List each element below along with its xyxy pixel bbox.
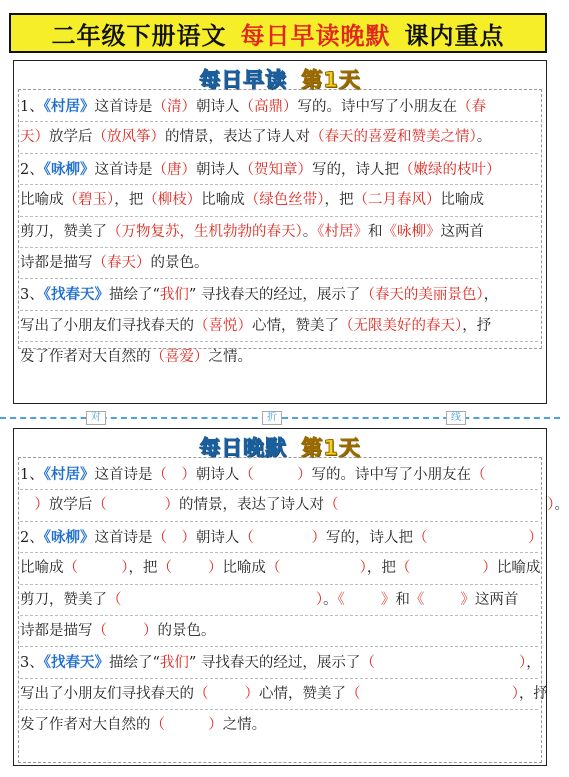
- morning-text-line: [20, 279, 538, 310]
- text-segment: 这首诗是: [94, 99, 153, 115]
- answer-text: （柳枝）: [143, 192, 202, 209]
- answer-text: （万物复苏，生机勃勃的春天）: [107, 223, 303, 240]
- answer-text: （: [92, 622, 107, 639]
- poem-title: 《村居》: [43, 98, 95, 115]
- text-segment: 。: [323, 591, 338, 608]
- text-segment: 比喻成: [222, 560, 266, 577]
- answer-text: （: [471, 467, 486, 483]
- answer-text: （绿色丝带）: [244, 192, 325, 209]
- answer-text: ）: [121, 560, 129, 577]
- answer-text: （二月春风）: [353, 192, 441, 209]
- text-segment: ，把: [128, 560, 158, 577]
- answer-text: 》: [460, 591, 475, 608]
- text-segment: 。: [554, 497, 569, 514]
- header-grade-subject: 二年级下册语文: [51, 20, 227, 50]
- answer-text: ）: [311, 529, 326, 546]
- morning-reading-card: [13, 60, 547, 404]
- answer-text: ）: [518, 655, 527, 672]
- text-segment: 1、: [20, 467, 44, 483]
- evening-text-line: [20, 553, 541, 584]
- text-segment: 2、: [20, 161, 44, 178]
- morning-text-line: [20, 154, 538, 185]
- text-segment: 这首诗是: [94, 529, 153, 546]
- fold-label-1: 对: [86, 411, 106, 425]
- answer-text: （: [360, 655, 375, 672]
- text-segment: 之情。: [208, 349, 252, 366]
- morning-text-line: [20, 122, 538, 153]
- text-segment: 。: [476, 129, 492, 146]
- text-segment: ，抒: [462, 317, 492, 334]
- text-segment: ，: [526, 655, 541, 672]
- answer-text: （: [346, 685, 361, 702]
- answer-text: （: [152, 467, 167, 483]
- text-segment: 朝诗人: [195, 161, 240, 178]
- text-segment: 写出了小朋友们寻找春天的: [20, 317, 194, 334]
- text-segment: ，抒: [518, 685, 548, 702]
- text-segment: 的景色。: [157, 622, 216, 639]
- morning-card-text: [20, 91, 538, 374]
- answer-text: （: [395, 560, 411, 577]
- answer-text: ）: [547, 497, 555, 514]
- answer-text: 《咏柳》: [382, 223, 441, 240]
- answer-text: （唐）: [152, 161, 196, 178]
- answer-text: ）: [511, 685, 519, 702]
- fold-label-2: 折: [262, 411, 282, 425]
- text-segment: 的情景，表达了诗人对: [178, 497, 324, 514]
- morning-text-line: [20, 248, 538, 279]
- text-segment: 发了作者对大自然的: [20, 717, 151, 734]
- text-segment: 比喻成: [440, 192, 484, 209]
- evening-text-line: [20, 522, 543, 553]
- text-segment: ，把: [114, 192, 144, 209]
- answer-text: （春天的喜爱和赞美之情）: [310, 129, 477, 146]
- text-segment: 描绘了“: [108, 655, 160, 672]
- text-segment: 朝诗人: [195, 529, 240, 546]
- text-segment: 朝诗人: [195, 467, 240, 483]
- answer-text: 《: [337, 591, 345, 608]
- text-segment: 比喻成: [201, 192, 245, 209]
- answer-text: （贺知章）: [239, 161, 312, 178]
- text-segment: 剪刀，赞美了: [20, 223, 107, 240]
- morning-day-label: 第1天: [301, 68, 361, 92]
- evening-text-line: [20, 616, 538, 647]
- answer-text: ）: [181, 467, 196, 483]
- evening-text-line: [20, 679, 548, 710]
- worksheet-header: [9, 13, 547, 53]
- poem-title: 《找春天》: [43, 286, 109, 304]
- text-segment: 2、: [20, 529, 44, 546]
- text-segment: 和: [395, 591, 410, 608]
- fold-line: [0, 411, 560, 425]
- evening-dictation-card: [13, 428, 569, 766]
- text-segment: 写出了小朋友们寻找春天的: [20, 685, 194, 702]
- text-segment: ，把: [324, 192, 354, 209]
- header-series-name: 每日早读晚默: [240, 20, 391, 50]
- morning-text-line: [20, 311, 538, 342]
- text-segment: 写的，诗人把: [325, 529, 413, 546]
- text-segment: 放学后: [48, 497, 93, 514]
- answer-text: ）: [34, 497, 49, 514]
- answer-text: （春天）: [92, 254, 151, 271]
- answer-text: ）: [207, 560, 223, 577]
- evening-text-line: [20, 647, 541, 678]
- answer-text: （: [92, 497, 107, 514]
- text-segment: 的情景，表达了诗人对: [165, 129, 310, 146]
- text-segment: 3、: [20, 287, 44, 304]
- answer-text: （: [63, 560, 78, 577]
- poem-title: 《找春天》: [43, 654, 109, 672]
- answer-text: （: [107, 591, 122, 608]
- answer-text: （: [239, 467, 254, 483]
- answer-text: 《: [409, 591, 425, 608]
- answer-text: ）: [528, 529, 543, 546]
- answer-text: （: [194, 685, 209, 702]
- text-segment: ，: [483, 287, 499, 304]
- morning-text-line: [20, 342, 538, 373]
- answer-text: （: [323, 497, 339, 514]
- evening-text-line: [20, 459, 538, 490]
- answer-text: （: [157, 560, 172, 577]
- text-segment: 和: [368, 223, 383, 240]
- evening-card-text: [20, 459, 569, 742]
- text-segment: 1、: [20, 99, 44, 115]
- answer-text: （高鼎）: [239, 99, 298, 115]
- text-segment: 这两首: [474, 591, 519, 608]
- fold-label-3: 线: [446, 411, 466, 425]
- text-segment: 。: [302, 223, 318, 240]
- evening-text-line: [20, 710, 538, 741]
- evening-text-line: [20, 585, 538, 616]
- answer-text: （: [239, 529, 254, 546]
- text-segment: 这两首: [440, 223, 484, 240]
- header-topic: 课内重点: [404, 20, 505, 50]
- answer-text: 《村居》: [317, 223, 368, 240]
- text-segment: 比喻成: [20, 192, 64, 209]
- morning-text-line: [20, 185, 538, 216]
- poem-title: 《咏柳》: [43, 160, 95, 178]
- text-segment: 写的。诗中写了小朋友在: [311, 467, 472, 483]
- morning-title-label: 每日早读: [199, 68, 288, 92]
- answer-text: 我们: [159, 287, 189, 304]
- text-segment: 这首诗是: [94, 467, 153, 483]
- text-segment: ” 寻找春天的经过，展示了: [188, 287, 361, 304]
- answer-text: （清）: [152, 99, 196, 115]
- evening-title-label: 每日晚默: [199, 436, 288, 460]
- answer-text: ）: [315, 591, 324, 608]
- answer-text: （嫩绿的枝叶）: [398, 161, 501, 178]
- evening-day-label: 第1天: [301, 436, 361, 460]
- answer-text: （春天的美丽景色）: [360, 287, 484, 304]
- text-segment: 剪刀，赞美了: [20, 591, 107, 608]
- text-segment: 3、: [20, 655, 44, 672]
- text-segment: ，把: [366, 560, 396, 577]
- answer-text: ）: [143, 622, 158, 639]
- answer-text: （: [152, 529, 167, 546]
- morning-text-line: [20, 217, 538, 248]
- answer-text: 我们: [159, 655, 189, 672]
- text-segment: 诗都是描写: [20, 622, 93, 639]
- answer-text: （: [265, 560, 281, 577]
- text-segment: 心情，赞美了: [252, 317, 339, 334]
- answer-text: 》: [380, 591, 396, 608]
- text-segment: 比喻成: [20, 560, 64, 577]
- text-segment: 描绘了“: [108, 287, 160, 304]
- evening-text-line: [20, 490, 569, 521]
- morning-text-line: [20, 91, 538, 122]
- text-segment: 比喻成: [496, 560, 541, 577]
- answer-text: ）: [297, 467, 312, 483]
- answer-text: ）: [208, 717, 223, 734]
- answer-text: 天）: [20, 129, 49, 146]
- answer-text: （喜悦）: [194, 317, 252, 334]
- answer-text: （无限美好的春天）: [339, 317, 463, 334]
- text-segment: 心情，赞美了: [259, 685, 346, 702]
- text-segment: 这首诗是: [94, 161, 153, 178]
- text-segment: 诗都是描写: [20, 254, 93, 271]
- text-segment: ” 寻找春天的经过，展示了: [188, 655, 361, 672]
- answer-text: （碧玉）: [63, 192, 115, 209]
- poem-title: 《村居》: [43, 466, 95, 483]
- answer-text: （喜爱）: [150, 349, 209, 366]
- answer-text: （: [412, 529, 428, 546]
- answer-text: （放风筝）: [92, 129, 165, 146]
- answer-text: ）: [181, 529, 196, 546]
- text-segment: 的景色。: [150, 254, 209, 271]
- answer-text: （春: [456, 99, 486, 115]
- answer-text: ）: [359, 560, 367, 577]
- text-segment: 朝诗人: [195, 99, 240, 115]
- text-segment: 写的，诗人把: [311, 161, 399, 178]
- text-segment: 之情。: [222, 717, 267, 734]
- answer-text: （: [150, 717, 165, 734]
- answer-text: ）: [164, 497, 179, 514]
- answer-text: ）: [244, 685, 259, 702]
- text-segment: 发了作者对大自然的: [20, 349, 151, 366]
- answer-text: ）: [482, 560, 497, 577]
- poem-title: 《咏柳》: [43, 528, 95, 546]
- text-segment: 放学后: [49, 129, 93, 146]
- text-segment: 写的。诗中写了小朋友在: [297, 99, 457, 115]
